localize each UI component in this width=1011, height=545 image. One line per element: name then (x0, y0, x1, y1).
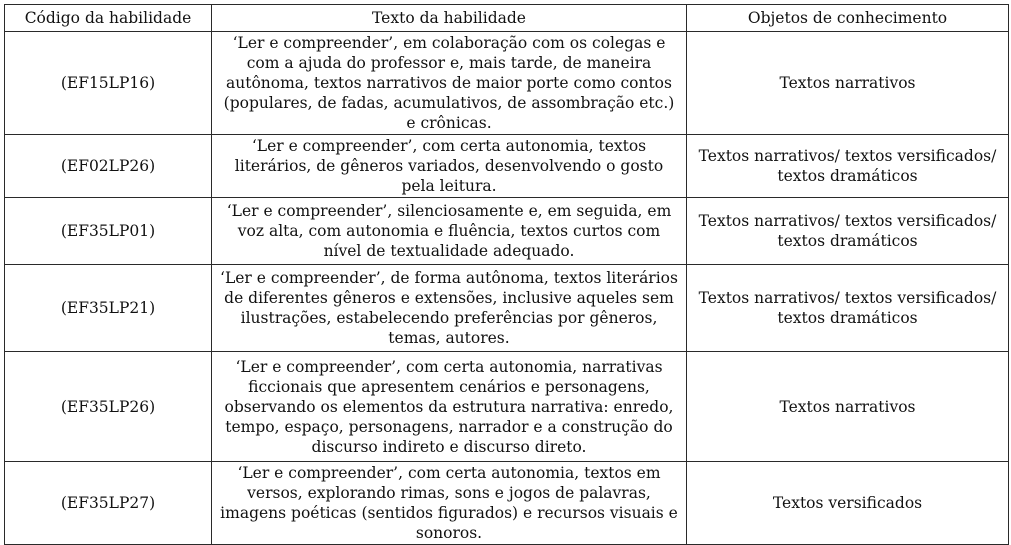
skill-text: ‘Ler e compreender’, de forma autônoma, textos literários de diferentes gêneros e extensões, inclusive aqueles sem ilustrações, estabelecendo preferências por gêneros, temas, autores. (212, 265, 687, 352)
skill-text: ‘Ler e compreender’, em colaboração com os colegas e com a ajuda do professor e, mais tarde, de maneira autônoma, textos narrativos de maior porte como contos (populares, de fadas, acumulativos, de assombração etc.) e crônicas. (212, 32, 687, 135)
skill-code: (EF02LP26) (5, 135, 212, 198)
table-row (5, 265, 1009, 352)
table-row (5, 352, 1009, 462)
skill-text: ‘Ler e compreender’, com certa autonomia, narrativas ficcionais que apresentem cenários e personagens, observando os elementos da estrutura narrativa: enredo, tempo, espaço, personagens, narrador e a construção do discurso indireto e discurso direto. (212, 352, 687, 462)
table-row (5, 135, 1009, 198)
skill-code: (EF15LP16) (5, 32, 212, 135)
knowledge-objects: Textos narrativos/ textos versificados/ textos dramáticos (687, 135, 1009, 198)
skills-table (4, 4, 1009, 545)
knowledge-objects: Textos narrativos (687, 32, 1009, 135)
skill-code: (EF35LP01) (5, 198, 212, 265)
skill-code: (EF35LP27) (5, 462, 212, 545)
table-header-row (5, 5, 1009, 32)
header-code: Código da habilidade (5, 5, 212, 32)
skill-text: ‘Ler e compreender’, com certa autonomia, textos em versos, explorando rimas, sons e jogos de palavras, imagens poéticas (sentidos figurados) e recursos visuais e sonoros. (212, 462, 687, 545)
header-objects: Objetos de conhecimento (687, 5, 1009, 32)
knowledge-objects: Textos versificados (687, 462, 1009, 545)
knowledge-objects: Textos narrativos/ textos versificados/ textos dramáticos (687, 198, 1009, 265)
skill-text: ‘Ler e compreender’, com certa autonomia, textos literários, de gêneros variados, desenvolvendo o gosto pela leitura. (212, 135, 687, 198)
knowledge-objects: Textos narrativos (687, 352, 1009, 462)
table-row (5, 462, 1009, 545)
knowledge-objects: Textos narrativos/ textos versificados/ textos dramáticos (687, 265, 1009, 352)
skill-text: ‘Ler e compreender’, silenciosamente e, em seguida, em voz alta, com autonomia e fluência, textos curtos com nível de textualidade adequado. (212, 198, 687, 265)
table-row (5, 32, 1009, 135)
skill-code: (EF35LP26) (5, 352, 212, 462)
skill-code: (EF35LP21) (5, 265, 212, 352)
table-row (5, 198, 1009, 265)
header-text: Texto da habilidade (212, 5, 687, 32)
